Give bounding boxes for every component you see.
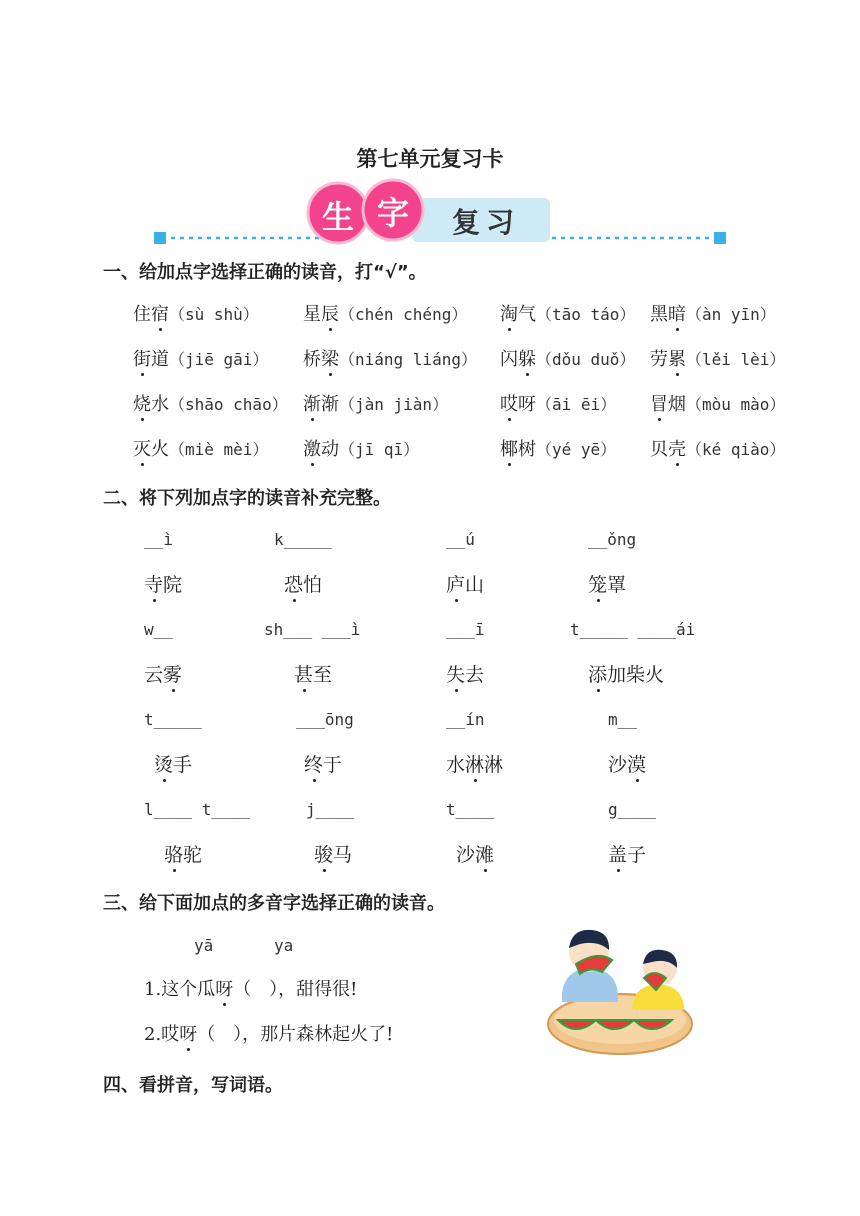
q2-pinyin-blank: w__	[144, 620, 173, 639]
q1-item	[650, 435, 785, 461]
q1-item-pre: 星	[303, 304, 321, 325]
q2-word-post: 驼	[183, 844, 203, 866]
q1-item-pinyin: （chén chéng）	[339, 305, 468, 324]
q3-s1-b: （ ），甜得很!	[233, 979, 358, 1000]
q1-item	[133, 345, 268, 371]
q2-pinyin-blank: g____	[608, 800, 657, 819]
q1-item	[133, 300, 259, 326]
q2-word-dotted-char: 骏	[314, 840, 333, 867]
q2-pinyin-blank: t_____ ____ái	[570, 620, 696, 639]
q1-item-post: 渐	[321, 394, 339, 415]
q2-word-post: 马	[333, 844, 353, 866]
q2-word	[446, 570, 484, 597]
q1-item-dotted-char: 哎	[500, 390, 518, 416]
q2-word-dotted-char: 淋	[465, 750, 484, 777]
q1-item	[500, 345, 635, 371]
q1-item-post: 火	[151, 439, 169, 460]
q2-word-post: 山	[465, 574, 485, 596]
q2-pinyin-blank: ___ī	[446, 620, 485, 639]
q1-item-pinyin: （ké qiào）	[686, 440, 786, 459]
q1-item-post: 气	[518, 304, 536, 325]
q2-pinyin-blank: __ì	[144, 530, 173, 549]
q2-word-dotted-char: 烫	[154, 750, 173, 777]
q2-word-pre: 水	[446, 754, 466, 776]
q2-word	[588, 570, 626, 597]
q1-item-pre: 桥	[303, 349, 321, 370]
q1-item-pinyin: （shāo chāo）	[169, 395, 288, 414]
q2-word	[294, 660, 332, 687]
q2-word	[144, 660, 182, 687]
q2-word	[608, 840, 646, 867]
q1-item-pinyin: （āi ēi）	[536, 395, 617, 414]
q1-item-post: 水	[151, 394, 169, 415]
q1-item-dotted-char: 壳	[668, 435, 686, 461]
q1-item	[133, 435, 268, 461]
q1-item	[500, 435, 616, 461]
q2-word-post: 于	[323, 754, 343, 776]
q1-heading: 一、给加点字选择正确的读音，打“√”。	[103, 262, 427, 283]
q2-word	[608, 750, 646, 777]
q1-item-dotted-char: 街	[133, 345, 151, 371]
q2-word	[164, 840, 202, 867]
q2-word	[144, 570, 182, 597]
q1-item	[650, 300, 776, 326]
q1-item-post: 动	[321, 439, 339, 460]
q1-item	[650, 390, 785, 416]
q2-word	[446, 750, 503, 777]
q2-word	[314, 840, 352, 867]
q1-item	[303, 300, 467, 326]
q2-pinyin-blank: __ín	[446, 710, 485, 729]
q1-item-dotted-char: 辰	[321, 300, 339, 326]
q2-word-post: 去	[465, 664, 485, 686]
q2-word	[154, 750, 192, 777]
q2-word-post: 罩	[607, 574, 627, 596]
q1-item-dotted-char: 累	[668, 345, 686, 371]
q1-item-pre: 闪	[500, 349, 518, 370]
q2-word-dotted-char: 寺	[144, 570, 163, 597]
q3-sentence-1	[144, 975, 357, 1001]
q1-item-dotted-char: 暗	[668, 300, 686, 326]
q1-item-pre: 住	[133, 304, 151, 325]
q2-word-pre: 沙	[456, 844, 476, 866]
q3-s2-dotted: 呀	[179, 1020, 197, 1046]
q2-word	[456, 840, 494, 867]
q3-sentence-2	[144, 1020, 393, 1046]
banner-char-2: 字	[377, 194, 410, 232]
q2-word-dotted-char: 漠	[627, 750, 646, 777]
q1-item	[303, 435, 419, 461]
q2-word-dotted-char: 失	[446, 660, 465, 687]
q2-word-dotted-char: 庐	[446, 570, 465, 597]
q3-option-2: ya	[274, 936, 294, 955]
q1-item-pinyin: （jàn jiàn）	[339, 395, 449, 414]
q1-item-pinyin: （mòu mào）	[686, 395, 786, 414]
q1-item-dotted-char: 梁	[321, 345, 339, 371]
q2-pinyin-blank: sh___ ___ì	[264, 620, 361, 639]
q1-item-pinyin: （miè mèi）	[169, 440, 269, 459]
q1-item-pinyin: （yé yē）	[536, 440, 617, 459]
q1-item-pinyin: （jiē gāi）	[169, 350, 269, 369]
q2-word-post: 院	[163, 574, 183, 596]
q2-pinyin-blank: m__	[608, 710, 637, 729]
q2-word-pre: 沙	[608, 754, 628, 776]
q2-word-dotted-char: 笼	[588, 570, 607, 597]
kids-watermelon-illustration	[540, 920, 700, 1060]
q2-pinyin-blank: t_____	[144, 710, 202, 729]
q2-pinyin-blank: j____	[306, 800, 355, 819]
q2-pinyin-blank: __ǒng	[588, 530, 637, 549]
q1-item-post: 烟	[668, 394, 686, 415]
q2-word-dotted-char: 盖	[608, 840, 627, 867]
q2-word-dotted-char: 添	[588, 660, 607, 687]
q1-item-pinyin: （lěi lèi）	[686, 350, 786, 369]
q1-item-pinyin: （dǒu duǒ）	[536, 350, 636, 369]
q2-word-dotted-char: 骆	[164, 840, 183, 867]
q1-item-dotted-char: 灭	[133, 435, 151, 461]
q2-pinyin-blank: __ú	[446, 530, 475, 549]
q2-word-post: 加柴火	[607, 664, 665, 686]
q2-word-dotted-char: 终	[304, 750, 323, 777]
q1-item-pinyin: （àn yīn）	[686, 305, 776, 324]
q2-word	[304, 750, 342, 777]
q2-word	[588, 660, 664, 687]
q1-item	[650, 345, 785, 371]
q1-item-pre: 劳	[650, 349, 668, 370]
q1-item-dotted-char: 躲	[518, 345, 536, 371]
q2-word	[284, 570, 322, 597]
q1-item-dotted-char: 宿	[151, 300, 169, 326]
q1-item-dotted-char: 冒	[650, 390, 668, 416]
q2-word-dotted-char: 恐	[284, 570, 303, 597]
q1-item-pinyin: （sù shù）	[169, 305, 259, 324]
page-title: 第七单元复习卡	[356, 147, 504, 171]
banner-label: 复习	[452, 206, 521, 239]
q3-option-1: yā	[194, 936, 214, 955]
banner-graphic	[150, 178, 730, 250]
q1-item-dotted-char: 淘	[500, 300, 518, 326]
q3-s2-a: 2.哎	[144, 1024, 180, 1045]
q1-item-post: 呀	[518, 394, 536, 415]
q2-word-pre: 云	[144, 664, 164, 686]
q2-word-post: 淋	[484, 754, 504, 776]
q1-item-pre: 黑	[650, 304, 668, 325]
q1-item-pinyin: （niáng liáng）	[339, 350, 477, 369]
q2-word-post: 至	[313, 664, 333, 686]
q2-heading: 二、将下列加点字的读音补充完整。	[103, 488, 391, 509]
q2-pinyin-blank: l____ t____	[144, 800, 250, 819]
q1-item-dotted-char: 椰	[500, 435, 518, 461]
q1-item-pinyin: （jī qī）	[339, 440, 420, 459]
q2-word-post: 怕	[303, 574, 323, 596]
q2-word-dotted-char: 甚	[294, 660, 313, 687]
q1-item-dotted-char: 激	[303, 435, 321, 461]
q2-word-post: 子	[627, 844, 647, 866]
q3-heading: 三、给下面加点的多音字选择正确的读音。	[103, 893, 445, 914]
banner-char-1: 生	[322, 198, 355, 236]
q2-word-post: 手	[173, 754, 193, 776]
q3-s2-b: （ ），那片森林起火了!	[197, 1024, 394, 1045]
q1-item-pinyin: （tāo táo）	[536, 305, 636, 324]
q2-word	[446, 660, 484, 687]
q2-pinyin-blank: ___ōng	[296, 710, 354, 729]
q2-pinyin-blank: k_____	[274, 530, 332, 549]
q2-word-dotted-char: 滩	[475, 840, 494, 867]
q1-item-pre: 贝	[650, 439, 668, 460]
q1-item	[133, 390, 288, 416]
q3-s1-a: 1.这个瓜	[144, 979, 216, 1000]
q3-s1-dotted: 呀	[215, 975, 233, 1001]
q4-heading: 四、看拼音，写词语。	[103, 1075, 283, 1096]
q1-item	[500, 300, 635, 326]
q1-item-post: 道	[151, 349, 169, 370]
q2-word-dotted-char: 雾	[163, 660, 182, 687]
q1-item-dotted-char: 烧	[133, 390, 151, 416]
q1-item	[303, 345, 477, 371]
q1-item-post: 树	[518, 439, 536, 460]
q1-item-dotted-char: 渐	[303, 390, 321, 416]
q1-item	[500, 390, 616, 416]
q2-pinyin-blank: t____	[446, 800, 495, 819]
q1-item	[303, 390, 448, 416]
